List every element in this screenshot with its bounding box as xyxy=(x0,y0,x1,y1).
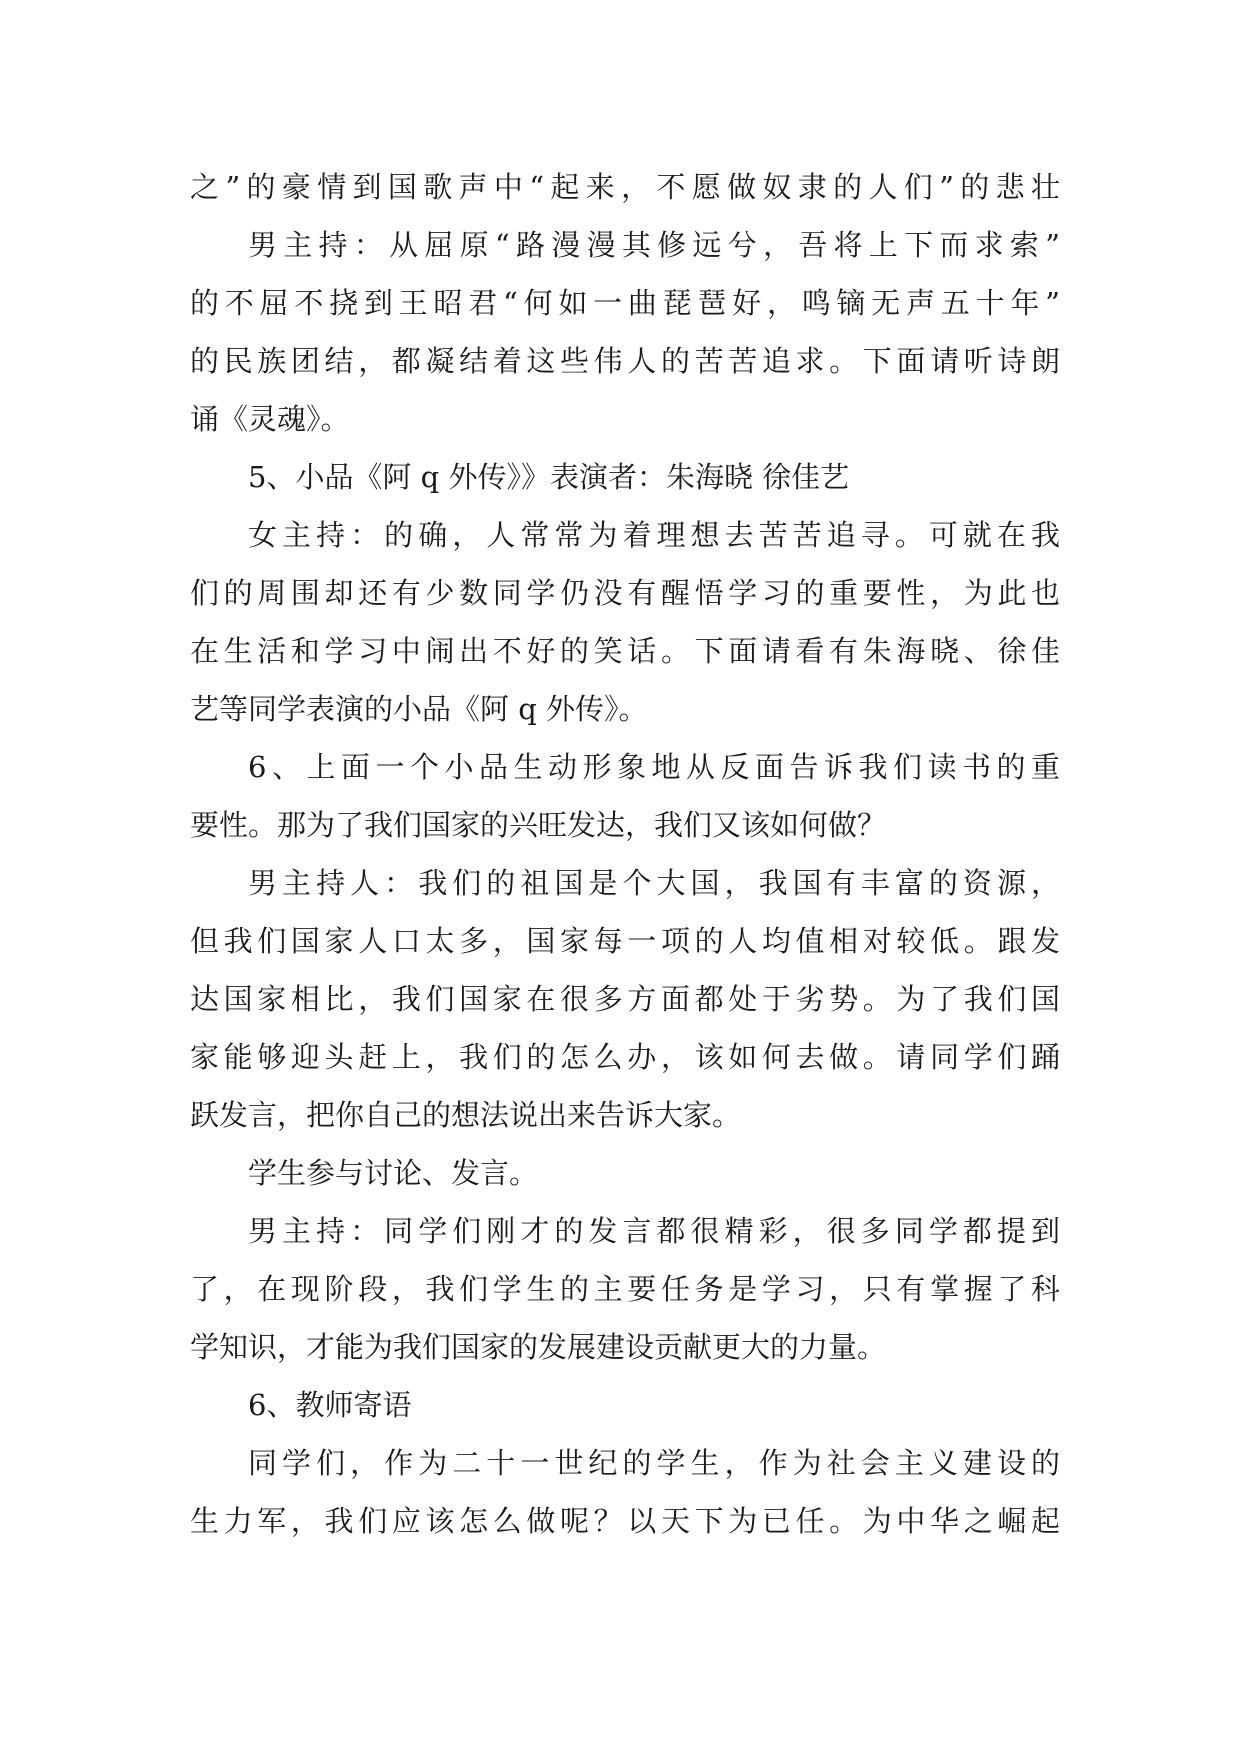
text-line: 的民族团结，都凝结着这些伟人的苦苦追求。下面请听诗朗 xyxy=(190,344,1060,378)
text-line: 达国家相比，我们国家在很多方面都处于劣势。为了我们国 xyxy=(190,982,1060,1016)
text-line: 学生参与讨论、发言。 xyxy=(248,1156,539,1190)
text-line: 生力军，我们应该怎么做呢？以天下为已任。为中华之崛起 xyxy=(190,1504,1060,1538)
text-line: 女主持：的确，人常常为着理想去苦苦追寻。可就在我 xyxy=(248,518,1060,552)
text-line: 男主持：从屈原“路漫漫其修远兮，吾将上下而求索” xyxy=(248,228,1060,262)
text-line: 诵《灵魂》。 xyxy=(190,402,350,436)
text-line: 男主持人：我们的祖国是个大国，我国有丰富的资源， xyxy=(248,866,1060,900)
text-line: 之”的豪情到国歌声中“起来，不愿做奴隶的人们”的悲壮 xyxy=(190,170,1060,204)
text-line: 要性。那为了我们国家的兴旺发达，我们又该如何做？ xyxy=(190,808,887,842)
document-page xyxy=(190,158,1060,1550)
text-line: 在生活和学习中闹出不好的笑话。下面请看有朱海晓、徐佳 xyxy=(190,634,1060,668)
text-line: 的不屈不挠到王昭君“何如一曲琵琶好，鸣镝无声五十年” xyxy=(190,286,1060,320)
text-line: 艺等同学表演的小品《阿 q 外传》。 xyxy=(190,692,648,726)
text-line: 但我们国家人口太多，国家每一项的人均值相对较低。跟发 xyxy=(190,924,1060,958)
text-line: 6、教师寄语 xyxy=(248,1388,412,1422)
text-line: 5、小品《阿 q 外传》》表演者：朱海晓 徐佳艺 xyxy=(248,460,850,494)
text-line: 男主持：同学们刚才的发言都很精彩，很多同学都提到 xyxy=(248,1214,1060,1248)
text-line: 同学们，作为二十一世纪的学生，作为社会主义建设的 xyxy=(248,1446,1060,1480)
text-line: 了，在现阶段，我们学生的主要任务是学习，只有掌握了科 xyxy=(190,1272,1060,1306)
text-line: 跃发言，把你自己的想法说出来告诉大家。 xyxy=(190,1098,742,1132)
text-line: 学知识，才能为我们国家的发展建设贡献更大的力量。 xyxy=(190,1330,887,1364)
text-line: 家能够迎头赶上，我们的怎么办，该如何去做。请同学们踊 xyxy=(190,1040,1060,1074)
text-line: 们的周围却还有少数同学仍没有醒悟学习的重要性，为此也 xyxy=(190,576,1060,610)
text-line: 6、上面一个小品生动形象地从反面告诉我们读书的重 xyxy=(248,750,1060,784)
